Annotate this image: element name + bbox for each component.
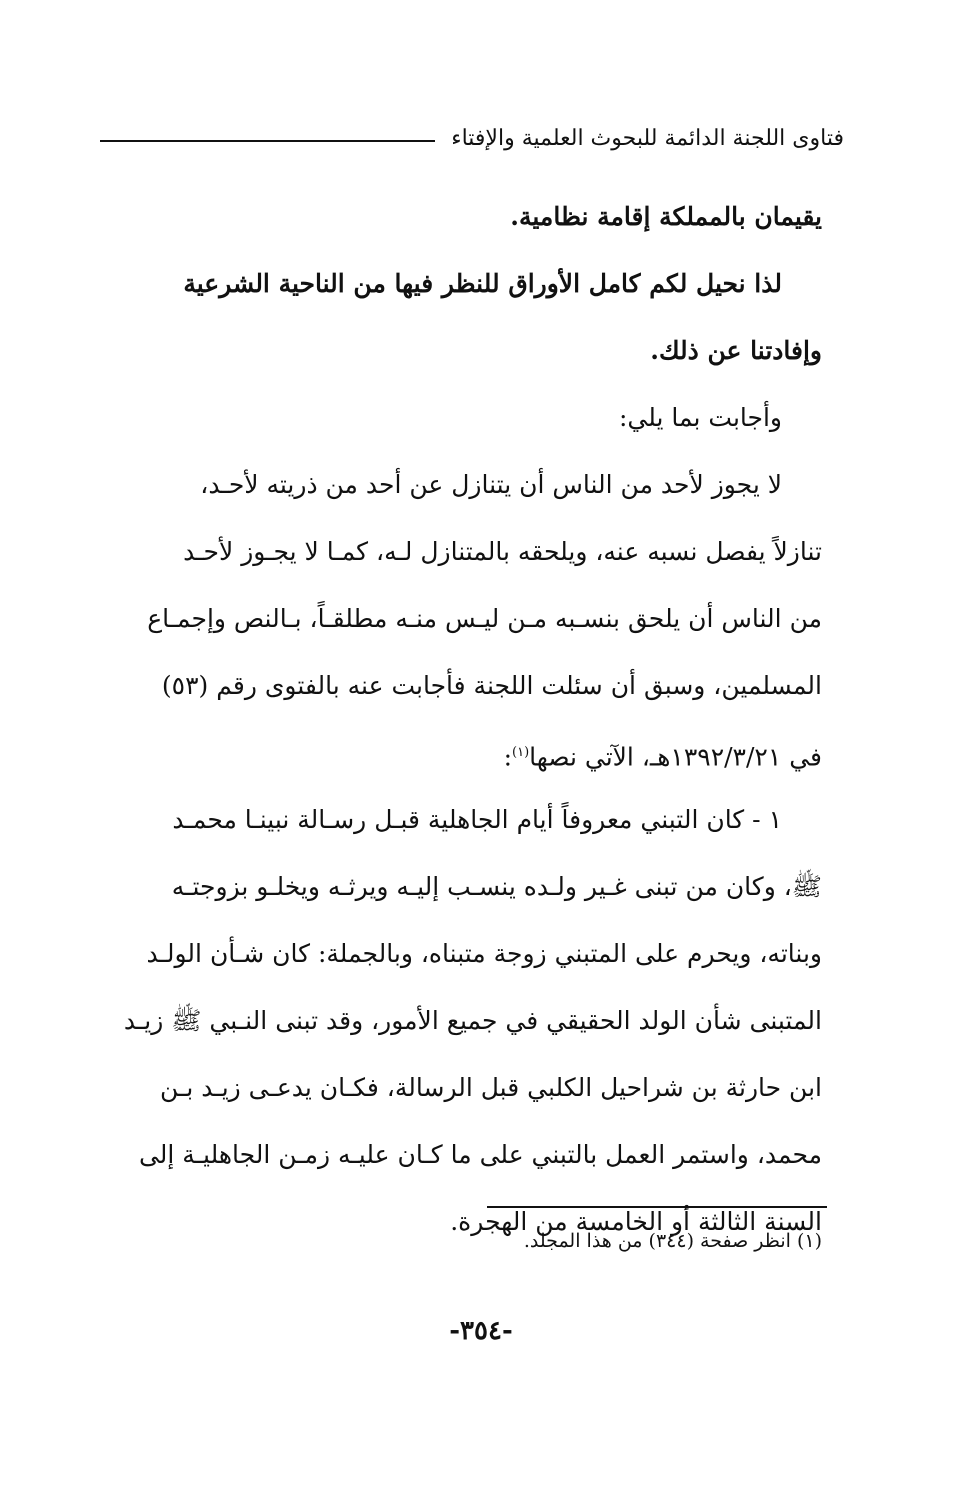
fatwa-line: محمد، واستمر العمل بالتبني على ما كـان عليـه زمـن الجاهليـة إلى bbox=[138, 1140, 822, 1169]
answer-line-with-reference bbox=[105, 719, 822, 786]
answer-line: المسلمين، وسبق أن سئلت اللجنة فأجابت عنه بالفتوى رقم (٥٣) bbox=[161, 671, 822, 700]
question-line: لذا نحيل لكم كامل الأوراق للنظر فيها من الناحية الشرعية bbox=[183, 269, 782, 298]
answer-line-text: في ١٣٩٢/٣/٢١هـ، الآتي نصها bbox=[529, 742, 822, 772]
question-line: وإفادتنا عن ذلك. bbox=[650, 336, 822, 365]
answer-intro: وأجابت بما يلي: bbox=[618, 403, 782, 432]
footnote-separator bbox=[487, 1206, 827, 1208]
fatwa-line: المتبنى شأن الولد الحقيقي في جميع الأمور، وقد تبنى النـبي ﷺ زيـد bbox=[123, 1006, 822, 1035]
footnote-reference[interactable]: (١) bbox=[512, 745, 530, 760]
footnote: (١) انظر صفحة (٣٤٤) من هذا المجلد. bbox=[523, 1230, 822, 1252]
answer-line: تنازلاً يفصل نسبه عنه، ويلحقه بالمتنازل لـه، كمـا لا يجـوز لأحـد bbox=[183, 537, 822, 566]
question-line: يقيمان بالمملكة إقامة نظامية. bbox=[510, 202, 822, 231]
fatwa-line: السنة الثالثة أو الخامسة من الهجرة. bbox=[450, 1207, 822, 1236]
fatwa-line: ابن حارثة بن شراحيل الكلبي قبل الرسالة، فكـان يدعـى زيـد بـن bbox=[160, 1073, 822, 1102]
page-number: -٣٥٤- bbox=[449, 1316, 513, 1346]
fatwa-line: وبناته، ويحرم على المتبني زوجة متبناه، وبالجملة: كان شـأن الولـد bbox=[146, 939, 822, 968]
answer-line-colon: : bbox=[503, 742, 513, 772]
fatwa-line: ﷺ، وكان من تبنى غـير ولـده ينسـب إليـه ويرثـه ويخلـو بزوجتـه bbox=[171, 872, 822, 901]
answer-line: من الناس أن يلحق بنسـبه مـن ليـس منـه مطلقـاً، بـالنص وإجمـاع bbox=[147, 604, 822, 633]
running-header bbox=[100, 118, 844, 158]
page-body bbox=[105, 183, 822, 1255]
header-title: فتاوى اللجنة الدائمة للبحوث العلمية والإفتاء bbox=[451, 125, 844, 151]
answer-line: لا يجوز لأحد من الناس أن يتنازل عن أحد من ذريته لأحـد، bbox=[200, 470, 782, 499]
fatwa-line: ١ - كان التبني معروفاً أيام الجاهلية قبـل رسـالة نبينـا محمـد bbox=[172, 805, 782, 834]
header-rule bbox=[100, 140, 435, 142]
